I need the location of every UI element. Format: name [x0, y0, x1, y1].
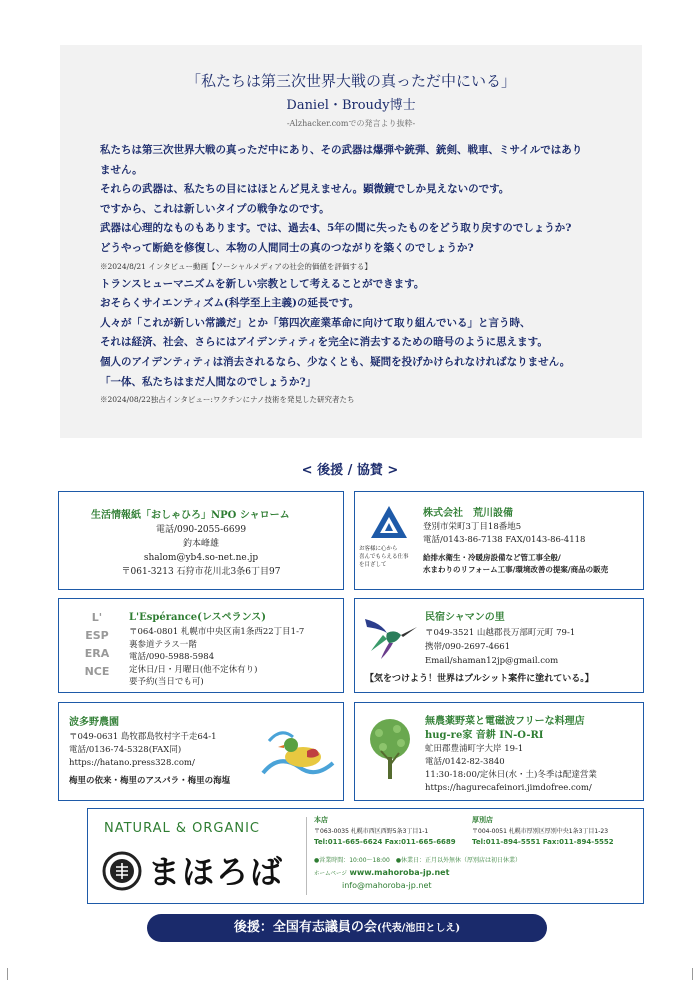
quote-note: ※2024/8/21 インタビュー動画【ソーシャルメディアの社会的価値を評価する】 [100, 261, 372, 271]
store-label: 厚別店 [472, 816, 493, 824]
website: https://hatano.press328.com/ [69, 758, 195, 768]
sponsor-title: L'Espérance(レスペランス) [129, 612, 267, 623]
sponsor-details [425, 626, 575, 668]
quote-line: 武器は心理的なものもあります。では、過去4、5年の間に失ったものをどう取り戻すのでしょうか? [100, 222, 572, 235]
hours: 11:30-18:00/定休日(水・土)冬季は配達営業 [425, 770, 597, 780]
tree-icon [363, 717, 417, 783]
web-label: ホームページ [314, 871, 347, 877]
phone: 電話/090-2055-6699 [155, 525, 247, 535]
store-label: 本店 [314, 816, 328, 824]
address: 〒049-3521 山越郡長万部町元町 79-1 [425, 628, 576, 638]
crop-mark [7, 968, 8, 980]
arakawa-motto [359, 545, 409, 569]
email: Email/shaman12jp@gmail.com [425, 656, 559, 666]
phone: 電話/090-5988-5984 [129, 652, 215, 662]
motto-line: お客様に心から [359, 546, 398, 552]
sponsor-title: 民宿シャマンの里 [425, 612, 505, 623]
web-row [314, 867, 449, 880]
quote-body [100, 141, 610, 408]
store-address: 〒004-0051 札幌市厚別区厚別中央1条3丁目1-23 [472, 828, 609, 835]
sponsor-details [69, 731, 217, 770]
footer-sub: (代表/池田としえ) [376, 923, 461, 934]
phone: 電話/0143-86-7138 FAX/0143-86-4118 [423, 534, 586, 545]
reservation: 要予約(当日でも可) [129, 677, 204, 687]
mahoroba-logo-text: まほろば [148, 853, 285, 891]
quote-panel [60, 45, 642, 438]
sponsor-box-arakawa [354, 491, 644, 590]
quote-line: おそらくサイエンティズム(科学至上主義)の延長です。 [100, 297, 360, 310]
logo-line: ESP [85, 629, 109, 642]
footer-banner [147, 914, 547, 942]
email[interactable]: info@mahoroba-jp.net [342, 881, 432, 890]
sponsor-title: 株式会社 荒川設備 [423, 508, 513, 519]
sponsor-subtitle: hug-re家 音耕 IN-O-RI [425, 730, 544, 741]
sponsor-header: < 後援 / 協賛 > [301, 463, 399, 478]
logo-line: ERA [84, 647, 110, 660]
phone: 電話/0136-74-5328(FAX同) [69, 745, 182, 755]
quote-line: 個人のアイデンティティは消去されるなら、少なくとも、疑問を投げかけられなければなりません。 [100, 355, 571, 368]
service-line: 水まわりのリフォーム工事/環境改善の提案/商品の販売 [423, 565, 609, 574]
lesperance-logo [77, 609, 117, 681]
mobile: 携帯/090-2697-4661 [425, 642, 511, 652]
sponsor-title: 生活情報紙「おしゃひろ」NPO シャローム [91, 510, 290, 521]
duck-wave-icon [259, 723, 337, 783]
arakawa-logo-icon [369, 504, 409, 540]
sponsor-box-hugre [354, 702, 644, 801]
sponsor-box-shaman [354, 598, 644, 693]
sponsor-details [423, 521, 585, 546]
mahoroba-hours: ●営業時間：10:00〜18:00 ●休業日：正月以外無休（厚別店は初日休業） [314, 857, 522, 864]
quote-note: ※2024/08/22独占インタビュー:ワクチンにナノ技術を発見した研究者たち [100, 395, 355, 405]
sponsor-box-oshahiro [58, 491, 344, 590]
arakawa-services [423, 552, 608, 576]
address: 〒064-0801 札幌市中央区南1条西22丁目1-7 [129, 627, 305, 637]
mahoroba-tagline: NATURAL & ORGANIC [104, 821, 260, 836]
website: https://hagurecafeinori.jimdofree.com/ [425, 783, 592, 793]
quote-line: どうやって断絶を修復し、本物の人間同士の真のつながりを築くのでしょうか? [100, 241, 474, 254]
store-main [314, 815, 456, 848]
sponsor-box-hatano [58, 702, 344, 801]
email: shalom@yb4.so-net.ne.jp [143, 553, 259, 563]
web-url[interactable]: www.mahoroba-jp.net [349, 868, 450, 877]
store-tel: Tel:011-894-5551 Fax:011-894-5552 [472, 838, 614, 846]
motto-line: を目ざして [359, 562, 387, 568]
quote-source: -Alzhacker.comでの発言より抜粋- [286, 119, 416, 128]
address: 〒061-3213 石狩市花川北3条6丁目97 [121, 567, 281, 577]
quote-title: 「私たちは第三次世界大戦の真っただ中にいる」 [185, 72, 516, 90]
sponsor-box-mahoroba [87, 808, 644, 904]
sponsor-details [59, 523, 343, 579]
hatano-products: 梅里の依来・梅里のアスパラ・梅里の海塩 [69, 776, 231, 786]
sponsor-title: 無農薬野菜と電磁波フリーな料理店 [425, 716, 585, 727]
phone: 電話/0142-82-3840 [425, 757, 505, 767]
mahoroba-divider [306, 817, 307, 895]
mahoroba-seal-icon [102, 851, 142, 891]
motto-line: 喜んでもらえる仕事 [359, 554, 409, 560]
address: 虻田郡豊浦町字大岸 19-1 [425, 744, 524, 754]
quote-line: それは経済、社会、さらにはアイデンティティを完全に消去するための暗号のように思えます。 [100, 336, 548, 349]
quote-author: Daniel・Broudy博士 [286, 98, 416, 113]
quote-line: 人々が「これが新しい常識だ」とか「第四次産業革命に向けて取り組んでいる」と言う時、 [100, 316, 531, 329]
address: 〒049-0631 島牧郡島牧村字千走64-1 [69, 732, 217, 742]
service-line: 給排水衛生・冷暖房設備など管工事全般/ [423, 553, 561, 562]
store-atsubetsu [472, 815, 614, 848]
quote-line: 私たちは第三次世界大戦の真っただ中にあり、その武器は爆弾や銃弾、銃剣、戦車、ミサイルではあり [100, 144, 583, 156]
address-line2: 裏参道テラス一階 [129, 639, 197, 650]
quote-line: トランスヒューマニズムを新しい宗教として考えることができます。 [100, 277, 425, 290]
address: 登別市栄町3丁目18番地5 [423, 522, 522, 532]
sponsor-details [129, 626, 304, 689]
store-tel: Tel:011-665-6624 Fax:011-665-6689 [314, 838, 456, 846]
crop-mark [692, 968, 693, 980]
quote-line: 「一体、私たちはまだ人間なのでしょうか?」 [100, 375, 317, 388]
quote-line: ません。 [100, 163, 143, 176]
sponsor-title: 波多野農園 [69, 717, 119, 728]
footer-main: 後援：全国有志議員の会 [233, 920, 377, 935]
hummingbird-icon [361, 609, 419, 661]
shaman-slogan: 【気をつけよう！世界はブルシット案件に塗れている。】 [365, 674, 594, 684]
quote-line: ですから、これは新しいタイプの戦争なのです。 [100, 202, 330, 215]
contact-name: 釣本峰雄 [182, 539, 219, 549]
sponsor-box-lesperance [58, 598, 344, 693]
closed-days: 定休日/日・月曜日(他不定休有り) [129, 664, 258, 675]
logo-line: L' [91, 611, 103, 624]
quote-line: それらの武器は、私たちの目にはほとんど見えません。顕微鏡でしか見えないのです。 [100, 183, 510, 196]
store-address: 〒063-0035 札幌市西区西野5条3丁目1-1 [314, 828, 429, 835]
mahoroba-web-row [314, 867, 449, 891]
sponsor-details [425, 743, 597, 795]
logo-line: NCE [84, 665, 110, 678]
